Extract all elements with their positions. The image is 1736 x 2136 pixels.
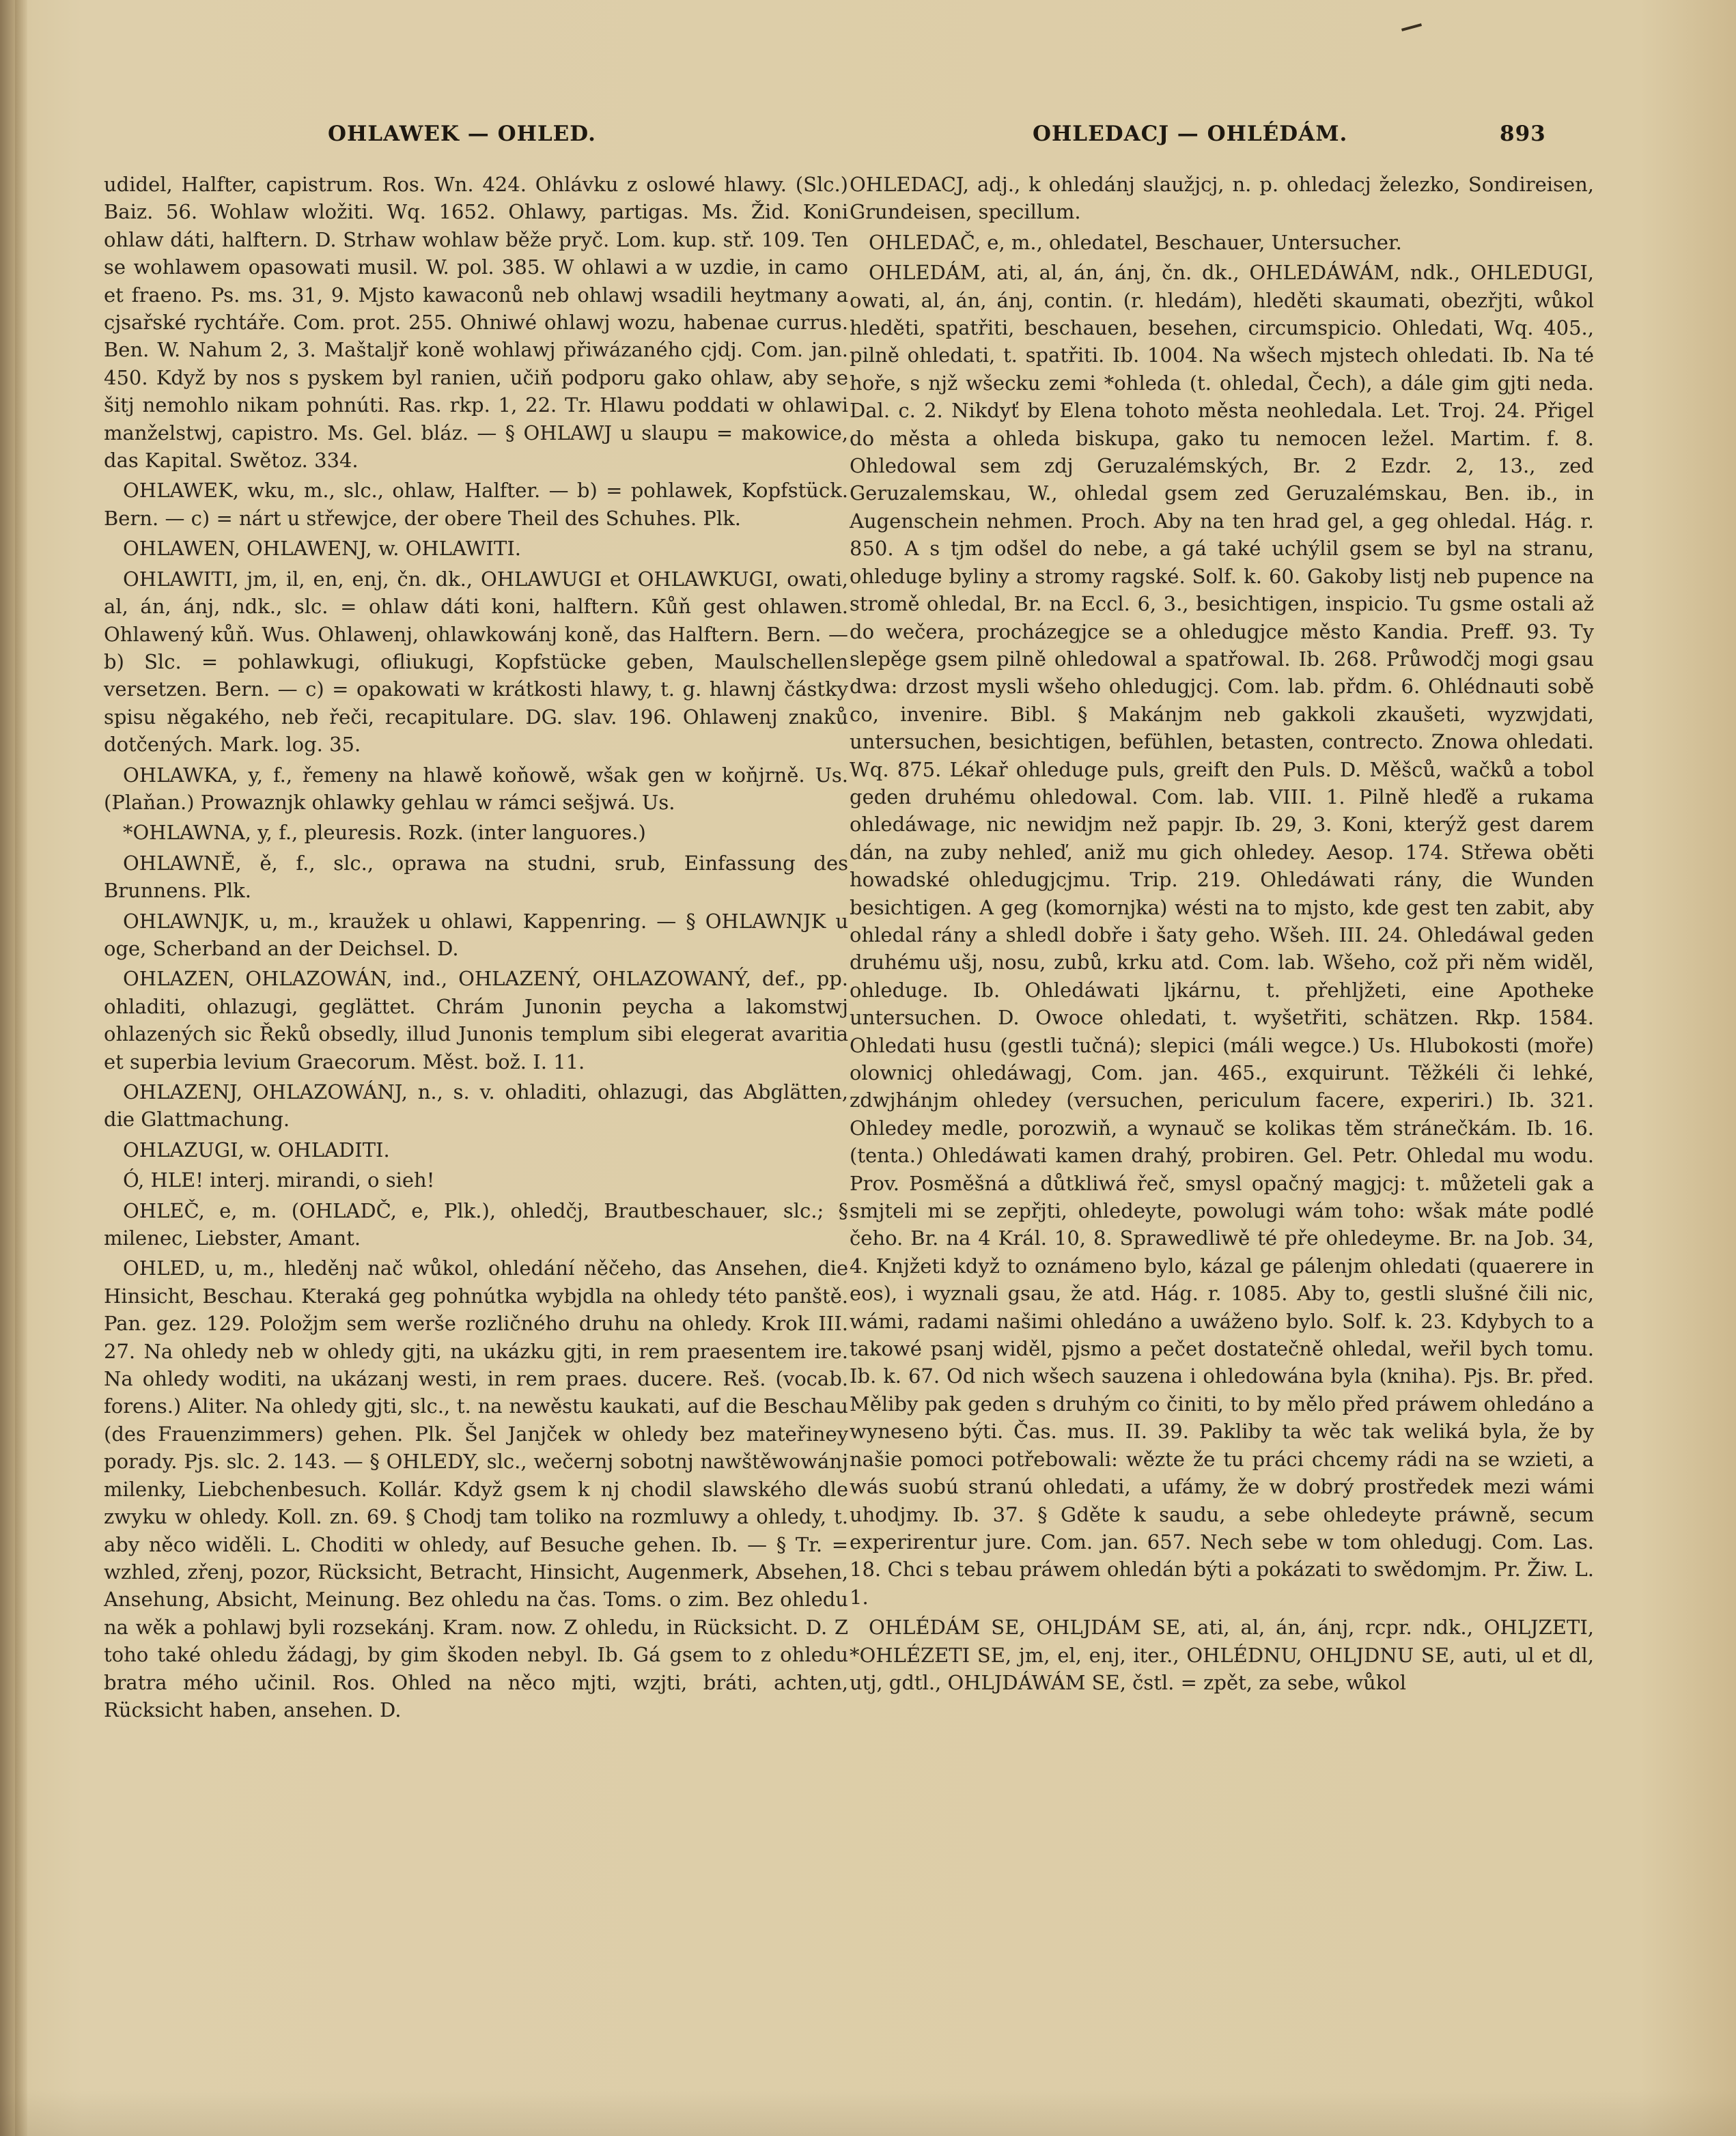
entry-ohlazen: OHLAZEN, OHLAZOWÁN, ind., OHLAZENÝ, OHLAZOWANÝ, def., pp. ohladiti, ohlazugi, geglättet. Chrám Junonin peycha a lakomstwj ohlazených sic Řeků obsedly, illud Junonis templum sibi elegerat avaritia et superbia levium Graecorum. Měst. bož. I. 11. [104,967,848,1073]
entry-ohlawiti: OHLAWITI, jm, il, en, enj, čn. dk., OHLAWUGI et OHLAWKUGI, owati, al, án, ánj, ndk., slc. = ohlaw dáti koni, halftern. Kůň gest ohlawen. Ohlawený kůň. Wus. Ohlawenj, ohlawkowánj koně, das Halftern. Bern. — b) Slc. = pohlawkugi, ofliukugi, Kopfstücke geben, Maulschellen versetzen. Bern. — c) = opakowati w krátkosti hlawy, t. g. hlawnj částky spisu něgakého, neb řeči, recapitulare. DG. slav. 196. Ohlawenj znaků dotčených. Mark. log. 35. [104,567,848,757]
entry-ohlazenj: OHLAZENJ, OHLAZOWÁNJ, n., s. v. ohladiti, ohlazugi, das Abglätten, die Glattmachung. [104,1080,848,1132]
left-column [104,171,848,1726]
entry-ohlaw-continued: udidel, Halfter, capistrum. Ros. Wn. 424. Ohlávku z oslowé hlawy. (Slc.) Baiz. 56. Wohlaw wložiti. Wq. 1652. Ohlawy, partigas. Ms. Žid. Koni ohlaw dáti, halftern. D. Strhaw wohlaw běže pryč. Lom. kup. stř. 109. Ten se wohlawem opasowati musil. W. pol. 385. W ohlawi a w uzdie, in camo et fraeno. Ps. ms. 31, 9. Mjsto kawaconů neb ohlawj wsadili heytmany a cjsařské rychtáře. Com. prot. 255. Ohniwé ohlawj wozu, habenae currus. Ben. W. Nahum 2, 3. Maštaljř koně wohlawj přiwázaného cjdj. Com. jan. 450. Když by nos s pyskem byl ranien, učiň podporu gako ohlaw, aby se šitj nemohlo nikam pohnúti. Ras. rkp. 1, 22. Tr. Hlawu poddati w ohlawi manželstwj, capistro. Ms. Gel. bláz. — § OHLAWJ u slaupu = makowice, das Kapital. Swětoz. 334. [104,173,848,473]
entry-ohlawna: *OHLAWNA, y, f., pleuresis. Rozk. (inter languores.) [123,821,646,845]
ink-mark [1401,23,1422,31]
book-spine-shadow [15,0,27,2136]
right-column [850,171,1594,1699]
header-left: OHLAWEK — OHLED. [328,122,596,146]
entry-ohledam-se: OHLÉDÁM SE, OHLJDÁM SE, ati, al, án, ánj, rcpr. ndk., OHLJZETI, *OHLÉZETI SE, jm, el, enj, iter., OHLÉDNU, OHLJDNU SE, auti, ul et dl, utj, gdtl., OHLJDÁWÁM SE, čstl. = zpět, za sebe, wůkol [850,1616,1594,1694]
entry-ohlawek: OHLAWEK, wku, m., slc., ohlaw, Halfter. — b) = pohlawek, Kopfstück. Bern. — c) = nárt u střewjce, der obere Theil des Schuhes. Plk. [104,479,848,530]
entry-ohlazugi: OHLAZUGI, w. OHLADITI. [123,1138,390,1162]
header-right: OHLEDACJ — OHLÉDÁM. [1033,122,1348,146]
entry-ohlawen: OHLAWEN, OHLAWENJ, w. OHLAWITI. [123,537,522,561]
entry-ohled: OHLED, u, m., hleděnj nač wůkol, ohledání něčeho, das Ansehen, die Hinsicht, Beschau. Kteraká geg pohnútka wybjdla na ohledy této panště. Pan. gez. 129. Položjm sem werše rozličného druhu na ohledy. Krok III. 27. Na ohledy neb w ohledy gjti, na ukázku gjti, in rem praesentem ire. Na ohledy woditi, na ukázanj westi, in rem praes. ducere. Reš. (vocab. forens.) Aliter. Na ohledy gjti, slc., t. na newěstu kaukati, auf die Beschau (des Frauenzimmers) gehen. Plk. Šel Janjček w ohledy bez mateřiney porady. Pjs. slc. 2. 143. — § OHLEDY, slc., wečernj sobotnj nawštěwowánj milenky, Liebchenbesuch. Kollár. Když gsem k nj chodil slawského dle zwyku w ohledy. Koll. zn. 69. § Chodj tam toliko na rozmluwy a ohledy, t. aby něco widěli. L. Choditi w ohledy, auf Besuche gehen. Ib. — § Tr. = wzhled, zřenj, pozor, Rücksicht, Betracht, Hinsicht, Augenmerk, Absehen, Ansehung, Absicht, Meinung. Bez ohledu na čas. Toms. o zim. Bez ohledu na wěk a pohlawj byli rozsekánj. Kram. now. Z ohledu, in Rücksicht. D. Z toho také ohledu žádagj, by gim škoden nebyl. Ib. Gá gsem to z ohledu bratra mého učinil. Ros. Ohled na něco mjti, wzjti, bráti, achten, Rücksicht haben, ansehen. D. [104,1256,848,1722]
entry-ohledam: OHLEDÁM, ati, al, án, ánj, čn. dk., OHLEDÁWÁM, ndk., OHLEDUGI, owati, al, án, ánj, contin. (r. hledám), hleděti skaumati, obezřjti, wůkol hleděti, spatřiti, beschauen, besehen, circumspicio. Ohledati, Wq. 405., pilně ohledati, t. spatřiti. Ib. 1004. Na wšech mjstech ohledati. Ib. Na té hoře, s njž wšecku zemi *ohleda (t. ohledal, Čech), a dále gim gjti neda. Dal. c. 2. Nikdyť by Elena tohoto města neohledala. Let. Troj. 24. Přigel do města a ohleda biskupa, gako tu nemocen ležel. Martim. f. 8. Ohledowal sem zdj Geruzalémských, Br. 2 Ezdr. 2, 13., zed Geruzalemskau, W., ohledal gsem zed Geruzalémskau, Ben. ib., in Augenschein nehmen. Proch. Aby na ten hrad gel, a geg ohledal. Hág. r. 850. A s tjm odšel do nebe, a gá také uchýlil gsem se byl na stranu, ohleduge byliny a stromy ragské. Solf. k. 60. Gakoby listj neb pupence na stromě ohledal, Br. na Eccl. 6, 3., besichtigen, inspicio. Tu gsme ostali až do wečera, procházegjce se a ohledugjce město Kandia. Preff. 93. Ty slepěge gsem pilně ohledowal a spatřowal. Ib. 268. Průwodčj mogi gsau dwa: drzost mysli wšeho ohledugjcj. Com. lab. přdm. 6. Ohlédnauti sobě co, invenire. Bibl. § Makánjm neb gakkoli zkaušeti, wyzwjdati, untersuchen, besichtigen, befühlen, betasten, contrecto. Znowa ohledati. Wq. 875. Lékař ohleduge puls, greift den Puls. D. Měšců, wačků a tobol geden druhému ohledowal. Com. lab. VIII. 1. Pilně hleďě a rukama ohledáwage, nic newidjm než papjr. Ib. 29, 3. Koni, kterýž gest darem dán, na zuby nehleď, aniž mu gich ohledey. Aesop. 174. Střewa oběti howadské ohledugjcjmu. Trip. 219. Ohledáwati rány, die Wunden besichtigen. A geg (komornjka) wésti na to mjsto, kde gest ten zabit, aby ohledal rány a shledl dobře i šaty geho. Wšeh. III. 24. Ohledáwal geden druhému ušj, nosu, zubů, krku atd. Com. lab. Wšeho, což při něm widěl, ohleduge. Ib. Ohledáwati ljkárnu, t. přehljžeti, eine Apotheke untersuchen. D. Owoce ohledati, t. wyšetřiti, schätzen. Rkp. 1584. Ohledati husu (gestli tučná); slepici (máli wegce.) Us. Hlubokosti (moře) olownicj ohledáwagj, Com. jan. 465., exquirunt. Těžkéli či lehké, zdwjhánjm ohledey (versuchen, periculum facere, experiri.) Ib. 321. Ohledey medle, porozwiň, a wynauč se kolikas těm stránečkám. Ib. 16. (tenta.) Ohledáwati kamen drahý, probiren. Gel. Petr. Ohledal mu wodu. Prov. Posměšná a důtkliwá řeč, smysl opačný magjcj: t. můžeteli gak a smjteli mi se zepřjti, ohledeyte, powolugi wám toho: wšak máte podlé čeho. Br. na 4 Král. 10, 8. Sprawedliwě té pře ohledeyme. Br. na Job. 34, 4. Knjžeti když to oznámeno bylo, kázal ge pálenjm ohledati (quaerere in eos), i wyznali gsau, že atd. Hág. r. 1085. Aby to, gestli slušné čili nic, wámi, radami našimi ohledáno a uwáženo bylo. Solf. k. 23. Kdybych to a takowé psanj widěl, pjsmo a pečet dostatečně ohledal, weřil bych tomu. Ib. k. 67. Od nich wšech sauzena i ohledowána byla (kniha). Pjs. Br. před. Měliby pak geden s druhým co činiti, to by mělo před práwem ohledáno a wyneseno býti. Čas. mus. II. 39. Pakliby ta wěc tak weliká byla, že by našie pomoci potřebowali: wězte že tu práci chcemy rádi na se wzieti, a wás suobú stranú ohledati, a ufámy, že w dobrý prostředek mezi wámi uhodjmy. Ib. 37. § Gděte k saudu, a sebe ohledeyte práwně, secum experirentur jure. Com. jan. 657. Nech sebe w tom ohledugj. Com. Las. 18. Chci s tebau práwem ohledán býti a pokázati to swědomjm. Pr. Žiw. L. 1. [850,261,1594,1609]
page-number: 893 [1500,122,1546,146]
entry-ohlec: OHLEČ, e, m. (OHLADČ, e, Plk.), ohledčj, Brautbeschauer, slc.; § milenec, Liebster, Amant. [104,1198,848,1250]
page-edge [0,0,15,2136]
entry-ohlawnjk: OHLAWNJK, u, m., kraužek u ohlawi, Kappenring. — § OHLAWNJK u oge, Scherband an der Deichsel. D. [104,909,848,960]
entry-ohlawka: OHLAWKA, y, f., řemeny na hlawě koňowě, wšak gen w koňjrně. Us. (Plaňan.) Prowaznjk ohlawky gehlau w rámci sešjwá. Us. [104,763,848,814]
entry-ohledacj: OHLEDACJ, adj., k ohledánj slaužjcj, n. p. ohledacj železko, Sondireisen, Grundeisen, specillum. [850,173,1594,224]
page-bottom-shadow [0,2090,1736,2136]
entry-ohlawne: OHLAWNĚ, ě, f., slc., oprawa na studni, srub, Einfassung des Brunnens. Plk. [104,851,848,903]
entry-ohledac: OHLEDAČ, e, m., ohledatel, Beschauer, Untersucher. [869,230,1402,254]
entry-o-hle: Ó, HLE! interj. mirandi, o sieh! [123,1168,435,1192]
